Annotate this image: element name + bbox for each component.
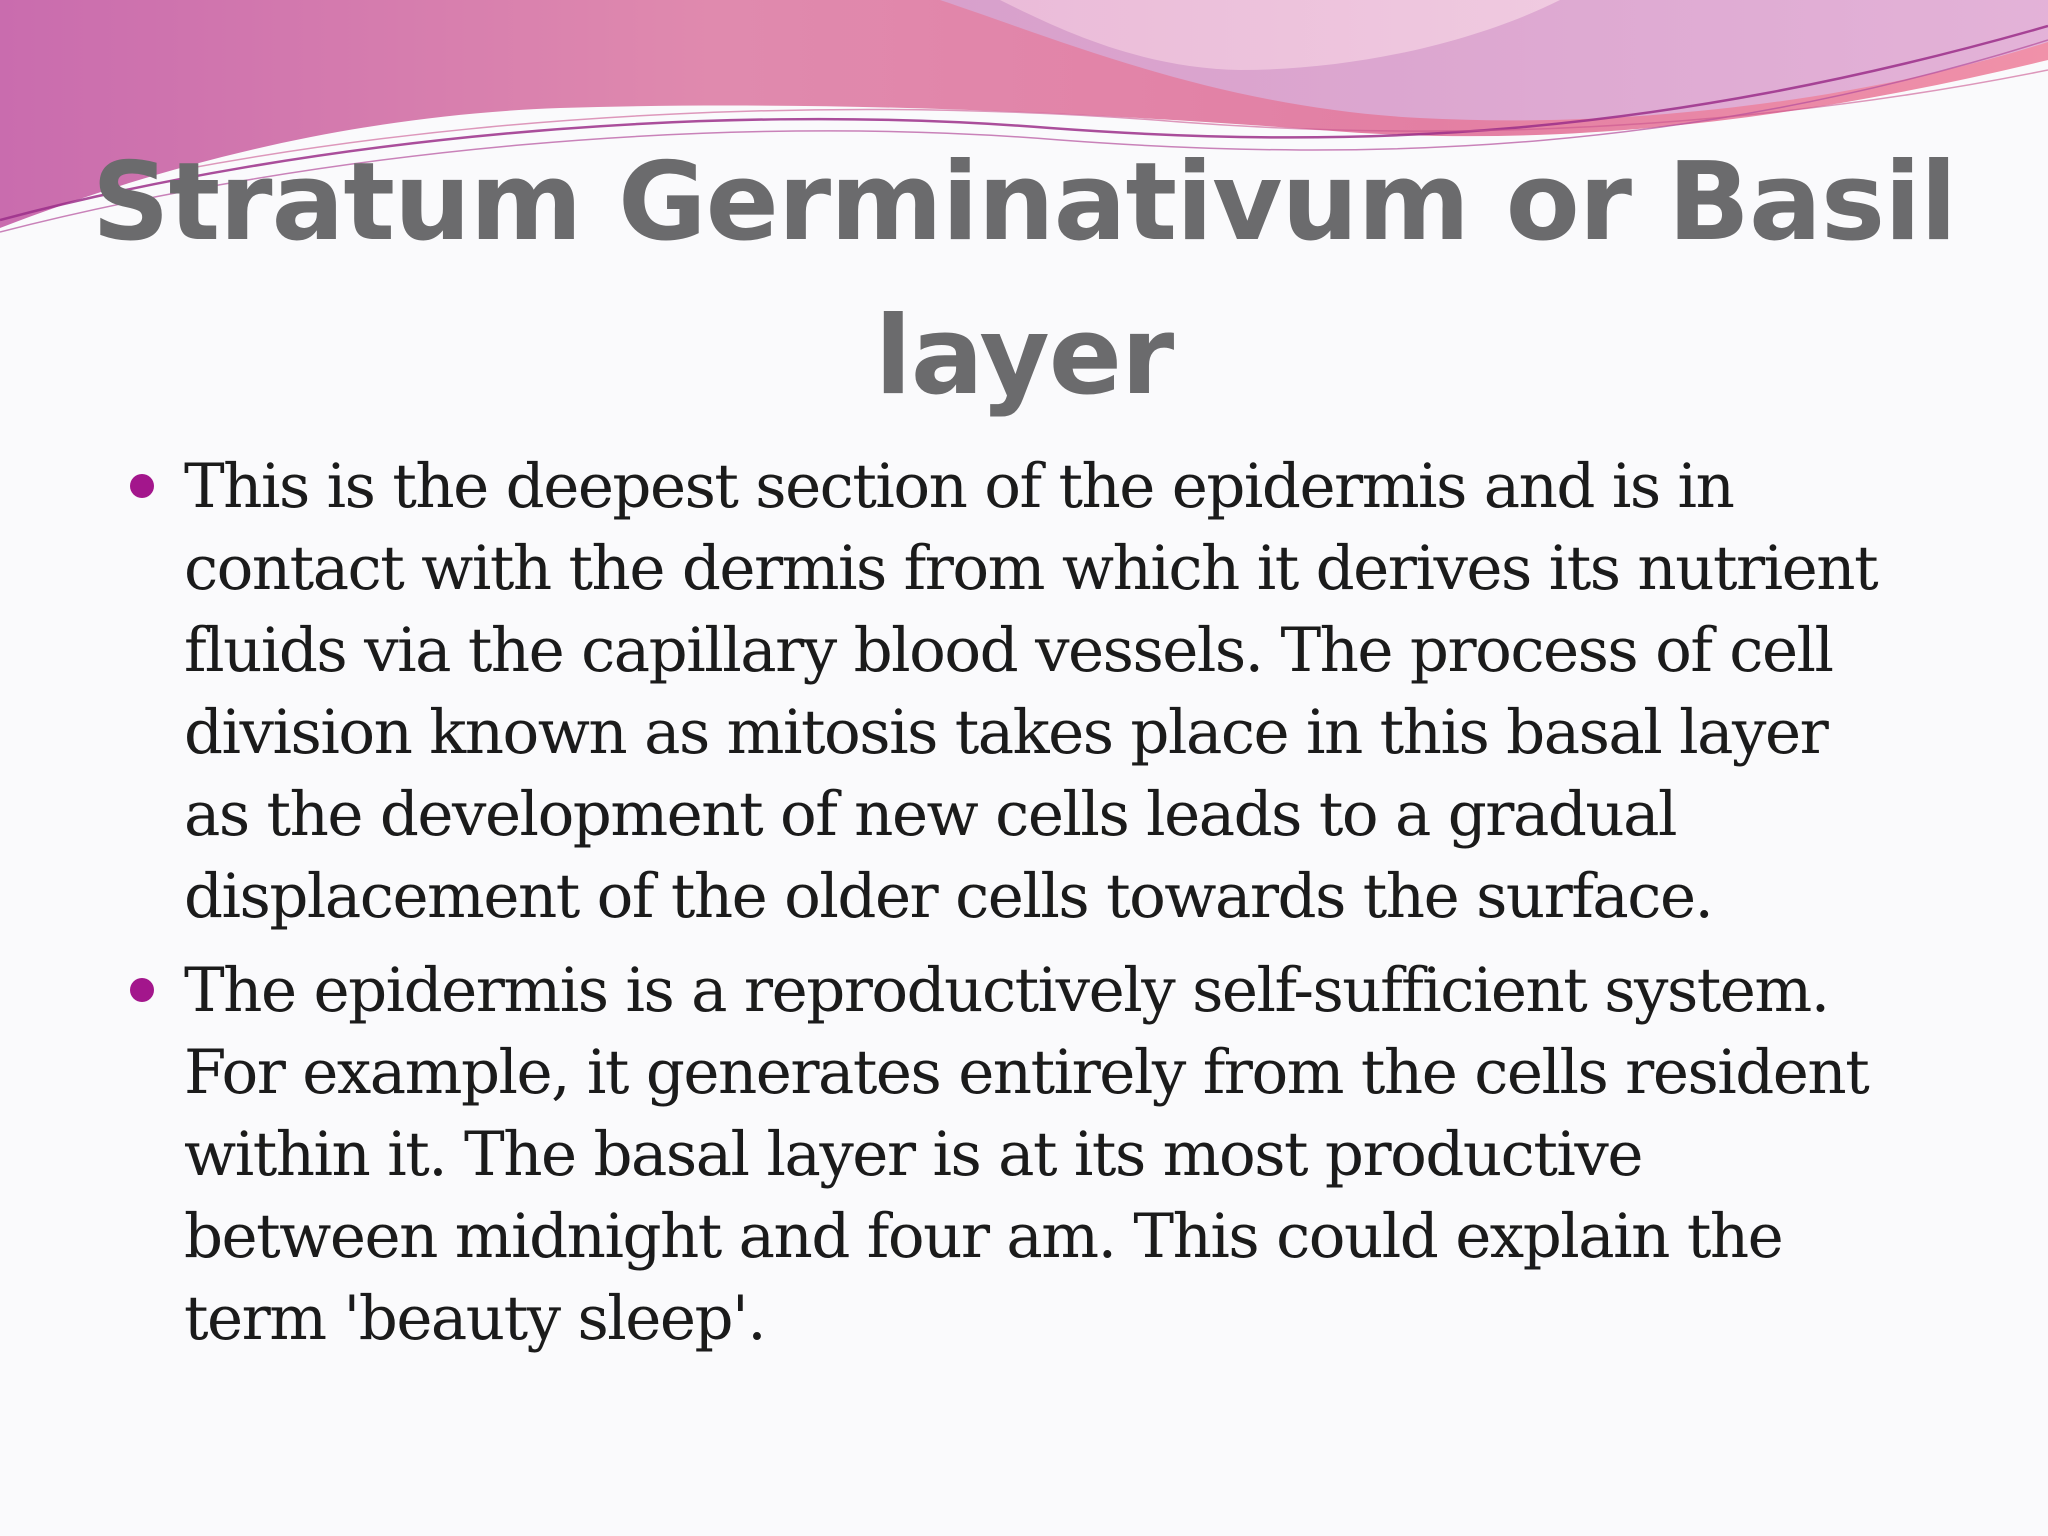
bullet-text: The epidermis is a reproductively self-sufficient system. For example, it generates entirely from the cells resident within it. The basal layer is at its most productive between midnight and four am. This could explain the term 'beauty sleep'. — [184, 955, 1869, 1354]
slide-title-line-1: Stratum Germinativum or Basil — [91, 140, 1957, 265]
bullet-list — [0, 446, 2048, 1372]
bullet-dot-icon — [130, 978, 154, 1002]
bullet-dot-icon — [130, 474, 154, 498]
slide-title — [0, 126, 2048, 434]
bullet-item — [0, 950, 1904, 1360]
slide-title-line-2: layer — [874, 294, 1174, 419]
bullet-item — [0, 446, 1904, 938]
bullet-text: This is the deepest section of the epidermis and is in contact with the dermis from which it derives its nutrient fluids via the capillary blood vessels. The process of cell division known as mitosis takes place in this basal layer as the development of new cells leads to a gradual displacement of the older cells towards the surface. — [184, 451, 1878, 932]
